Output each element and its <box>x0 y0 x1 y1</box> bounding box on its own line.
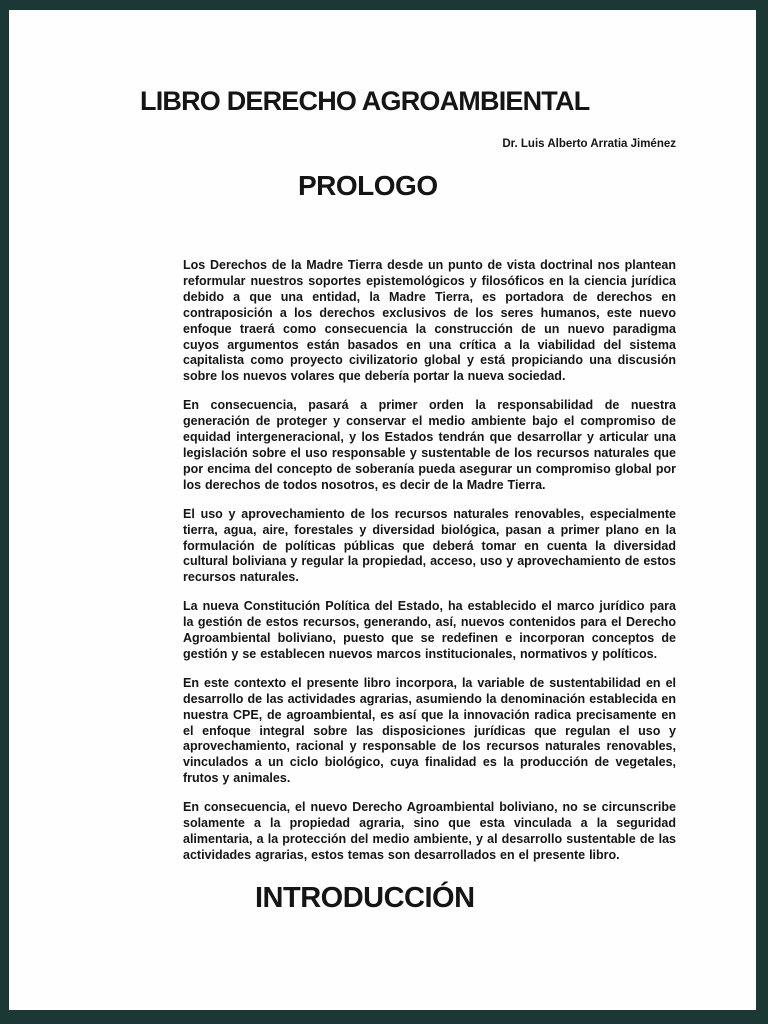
page-title: LIBRO DERECHO AGROAMBIENTAL <box>140 86 590 116</box>
paragraph-5: En este contexto el presente libro incorpora, la variable de sustentabilidad en el desarrollo de las actividades agrarias, asumiendo la denominación establecida en nuestra CPE, de agroambiental, es así que la innovación radica precisamente en el enfoque integral sobre las disposiciones jurídicas que regulan el uso y aprovechamiento, racional y responsable de los recursos naturales renovables, vinculados a un ciclo biológico, cuya finalidad es la producción de vegetales, frutos y animales. <box>183 675 676 786</box>
introduction-heading: INTRODUCCIÓN <box>255 882 475 914</box>
paragraph-2: En consecuencia, pasará a primer orden la responsabilidad de nuestra generación de proteger y conservar el medio ambiente bajo el compromiso de equidad intergeneracional, y los Estados tendrán que desarrollar y articular una legislación sobre el uso responsable y sustentable de los recursos naturales que por encima del concepto de soberanía pueda asegurar un compromiso global por los derechos de todos nosotros, es decir de la Madre Tierra. <box>183 398 676 492</box>
paragraph-4: La nueva Constitución Política del Estado, ha establecido el marco jurídico para la gestión de estos recursos, generando, así, nuevos contenidos para el Derecho Agroambiental boliviano, puesto que se redefinen e incorporan conceptos de gestión y se establecen nuevos marcos institucionales, normativos y políticos. <box>183 599 676 661</box>
paragraph-1: Los Derechos de la Madre Tierra desde un punto de vista doctrinal nos plantean reformular nuestros soportes epistemológicos y filosóficos en la ciencia jurídica debido a que una entidad, la Madre Tierra, es portadora de derechos en contraposición a los derechos exclusivos de los seres humanos, este nuevo enfoque traerá como consecuencia la construcción de un nuevo paradigma cuyos argumentos están basados en una crítica a la viabilidad del sistema capitalista como proyecto civilizatorio global y está propiciando una discusión sobre los nuevos volares que debería portar la nueva sociedad. <box>183 258 676 384</box>
prologue-heading: PROLOGO <box>298 170 438 201</box>
paragraph-3: El uso y aprovechamiento de los recursos naturales renovables, especialmente tierra, agua, aire, forestales y diversidad biológica, pasan a primer plano en la formulación de políticas públicas que deberá tomar en cuenta la diversidad cultural boliviana y regular la propiedad, acceso, uso y aprovechamiento de estos recursos naturales. <box>183 506 676 585</box>
body-text <box>183 258 676 877</box>
author-byline: Dr. Luis Alberto Arratia Jiménez <box>502 138 676 150</box>
paragraph-6: En consecuencia, el nuevo Derecho Agroambiental boliviano, no se circunscribe solamente a la propiedad agraria, sino que esta vinculada a la seguridad alimentaria, a la protección del medio ambiente, y al desarrollo sustentable de las actividades agrarias, estos temas son desarrollados en el presente libro. <box>183 800 676 862</box>
page-edge-notch <box>9 995 95 1004</box>
document-page <box>9 10 756 1010</box>
